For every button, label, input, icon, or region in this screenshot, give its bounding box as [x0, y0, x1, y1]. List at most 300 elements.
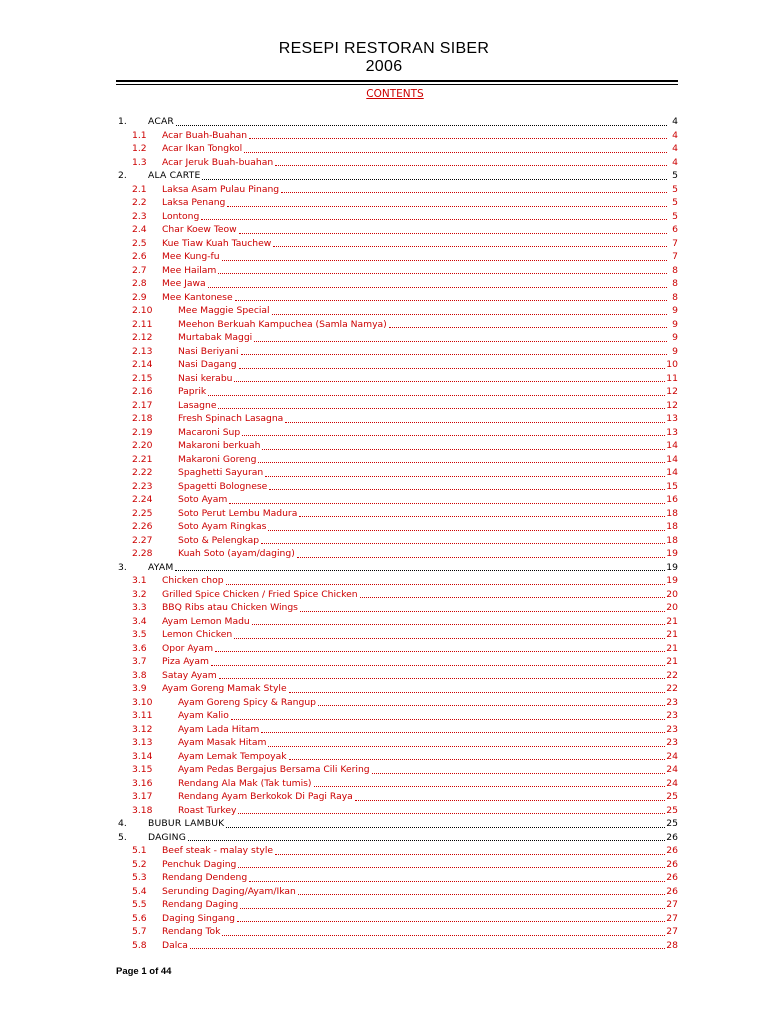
toc-entry-number: 5. — [118, 831, 127, 843]
toc-entry-number: 2.12 — [132, 332, 153, 343]
title-rule-thin — [116, 84, 678, 85]
toc-entry-number: 2.22 — [132, 467, 153, 478]
toc-entry[interactable] — [116, 142, 678, 156]
toc-entry[interactable] — [116, 237, 678, 251]
toc-entry[interactable] — [116, 210, 678, 224]
toc-entry[interactable] — [116, 831, 678, 845]
toc-dot-leader — [275, 854, 665, 855]
title-rule-thick — [116, 80, 678, 82]
toc-entry-number: 2.8 — [132, 278, 147, 289]
toc-entry[interactable] — [116, 925, 678, 939]
toc-dot-leader — [211, 665, 665, 666]
toc-dot-leader — [249, 138, 667, 139]
toc-dot-leader — [222, 260, 667, 261]
toc-entry-number: 3.14 — [132, 750, 153, 762]
toc-entry-page[interactable]: 24 — [666, 764, 678, 775]
table-of-contents — [116, 115, 678, 952]
toc-entry-page[interactable]: 10 — [666, 359, 678, 370]
toc-entry-number: 2.4 — [132, 224, 147, 235]
toc-dot-leader — [360, 597, 666, 598]
toc-entry[interactable] — [116, 534, 678, 548]
toc-entry-number: 3. — [118, 561, 127, 573]
toc-entry-page[interactable]: 4 — [672, 143, 678, 154]
toc-entry-page[interactable]: 8 — [672, 278, 678, 289]
toc-entry[interactable] — [116, 318, 678, 332]
toc-entry-number: 4. — [118, 818, 127, 829]
toc-entry[interactable] — [116, 804, 678, 818]
toc-entry-number: 2.6 — [132, 251, 147, 262]
toc-entry-number: 2.18 — [132, 413, 153, 424]
toc-dot-leader — [237, 921, 665, 922]
toc-entry[interactable] — [116, 358, 678, 372]
toc-entry[interactable] — [116, 723, 678, 737]
toc-entry-title[interactable]: Spagetti Bolognese — [178, 480, 268, 492]
toc-entry-number: 1.1 — [132, 129, 147, 141]
toc-dot-leader — [190, 948, 665, 949]
toc-entry[interactable] — [116, 264, 678, 278]
toc-entry-title[interactable]: Mee Jawa — [162, 278, 206, 289]
toc-entry-number: 3.2 — [132, 588, 147, 600]
toc-entry-page[interactable]: 23 — [666, 696, 678, 708]
toc-entry[interactable] — [116, 412, 678, 426]
toc-dot-leader — [231, 719, 665, 720]
toc-entry-page[interactable]: 8 — [672, 291, 678, 303]
toc-entry-page[interactable]: 23 — [666, 723, 678, 735]
toc-entry-page[interactable]: 21 — [666, 615, 678, 627]
toc-entry-page[interactable]: 9 — [672, 305, 678, 316]
toc-dot-leader — [219, 678, 666, 679]
toc-entry-number: 2.14 — [132, 359, 153, 370]
toc-entry-number: 5.8 — [132, 939, 147, 951]
toc-entry-title[interactable]: Paprik — [178, 386, 207, 397]
toc-entry-number: 2.7 — [132, 264, 147, 276]
toc-dot-leader — [285, 422, 665, 423]
toc-entry-title[interactable]: Nasi Beriyani — [178, 345, 239, 357]
toc-dot-leader — [226, 584, 666, 585]
toc-entry-number: 2.28 — [132, 548, 153, 559]
toc-entry-title[interactable]: Laksa Penang — [162, 197, 226, 208]
toc-entry-page[interactable]: 18 — [666, 534, 678, 546]
toc-entry-page[interactable]: 19 — [666, 561, 678, 573]
toc-entry-page[interactable]: 5 — [672, 183, 678, 195]
toc-entry-page[interactable]: 12 — [666, 399, 678, 411]
toc-dot-leader — [234, 638, 665, 639]
toc-dot-leader — [258, 462, 665, 463]
toc-dot-leader — [275, 165, 667, 166]
toc-entry-page[interactable]: 24 — [666, 777, 678, 789]
toc-entry-page[interactable]: 20 — [666, 602, 678, 613]
toc-entry-page[interactable]: 22 — [666, 683, 678, 694]
toc-dot-leader — [261, 543, 665, 544]
toc-entry-title[interactable]: Satay Ayam — [162, 669, 217, 681]
toc-entry[interactable] — [116, 156, 678, 170]
toc-entry[interactable] — [116, 115, 678, 129]
toc-entry-title[interactable]: AYAM — [148, 561, 174, 573]
toc-entry[interactable] — [116, 898, 678, 912]
toc-entry[interactable] — [116, 493, 678, 507]
toc-entry-number: 2.24 — [132, 494, 153, 505]
toc-entry-number: 3.7 — [132, 656, 147, 667]
toc-entry-page[interactable]: 26 — [666, 872, 678, 883]
toc-entry[interactable] — [116, 547, 678, 561]
toc-entry[interactable] — [116, 372, 678, 386]
toc-entry-title[interactable]: Ayam Masak Hitam — [178, 737, 267, 748]
toc-entry-page[interactable]: 4 — [672, 129, 678, 141]
toc-dot-leader — [208, 287, 667, 288]
toc-entry-page[interactable]: 27 — [666, 926, 678, 937]
toc-entry[interactable] — [116, 885, 678, 899]
toc-entry-title[interactable]: ALA CARTE — [148, 170, 201, 181]
toc-dot-leader — [202, 179, 667, 180]
toc-entry[interactable] — [116, 520, 678, 534]
toc-entry-number: 2.19 — [132, 426, 153, 438]
toc-entry-page[interactable]: 26 — [666, 858, 678, 870]
toc-entry-page[interactable]: 27 — [666, 912, 678, 924]
toc-entry-title[interactable]: Ayam Lemon Madu — [162, 615, 250, 627]
toc-entry-page[interactable]: 6 — [672, 224, 678, 235]
toc-entry-number: 2.11 — [132, 318, 153, 330]
toc-entry-title[interactable]: Acar Buah-Buahan — [162, 129, 248, 141]
toc-entry-number: 5.1 — [132, 845, 147, 856]
toc-entry-page[interactable]: 21 — [666, 642, 678, 654]
toc-entry-title[interactable]: Soto Ayam Ringkas — [178, 521, 267, 532]
toc-dot-leader — [227, 206, 667, 207]
toc-dot-leader — [241, 354, 668, 355]
toc-entry[interactable] — [116, 696, 678, 710]
toc-dot-leader — [318, 705, 665, 706]
toc-entry-page[interactable]: 12 — [666, 386, 678, 397]
toc-entry-title[interactable]: Spaghetti Sayuran — [178, 467, 264, 478]
toc-entry-page[interactable]: 15 — [666, 480, 678, 492]
toc-entry[interactable] — [116, 466, 678, 480]
toc-dot-leader — [240, 908, 665, 909]
toc-entry-number: 2.1 — [132, 183, 147, 195]
toc-entry-title[interactable]: Ayam Goreng Mamak Style — [162, 683, 287, 694]
toc-entry-page[interactable]: 16 — [666, 494, 678, 505]
toc-dot-leader — [235, 300, 667, 301]
toc-entry-title[interactable]: Lemon Chicken — [162, 629, 233, 640]
toc-entry-number: 3.5 — [132, 629, 147, 640]
toc-dot-leader — [242, 435, 665, 436]
toc-entry-page[interactable]: 5 — [672, 197, 678, 208]
toc-entry[interactable] — [116, 507, 678, 521]
toc-entry-title[interactable]: Lontong — [162, 210, 200, 222]
toc-entry[interactable] — [116, 939, 678, 953]
toc-entry[interactable] — [116, 250, 678, 264]
toc-entry-title[interactable]: Soto & Pelengkap — [178, 534, 260, 546]
toc-entry-number: 2.20 — [132, 440, 153, 451]
toc-entry[interactable] — [116, 561, 678, 575]
toc-dot-leader — [268, 530, 665, 531]
toc-entry[interactable] — [116, 858, 678, 872]
toc-entry-title[interactable]: Rendang Ayam Berkokok Di Pagi Raya — [178, 791, 353, 802]
toc-entry-title[interactable]: Lasagne — [178, 399, 217, 411]
toc-entry-page[interactable]: 4 — [672, 156, 678, 168]
toc-entry-number: 2.10 — [132, 305, 153, 316]
toc-entry-page[interactable]: 14 — [666, 440, 678, 451]
toc-dot-leader — [229, 503, 665, 504]
toc-entry-page[interactable]: 23 — [666, 710, 678, 721]
toc-entry-title[interactable]: Makaroni Goreng — [178, 453, 257, 465]
toc-entry-page[interactable]: 20 — [666, 588, 678, 600]
toc-entry-title[interactable]: Rendang Tok — [162, 926, 221, 937]
toc-entry-number: 2. — [118, 170, 127, 181]
toc-entry-title[interactable]: Beef steak - malay style — [162, 845, 274, 856]
toc-entry-title[interactable]: BUBUR LAMBUK — [148, 818, 225, 829]
toc-entry[interactable] — [116, 399, 678, 413]
toc-dot-leader — [300, 611, 665, 612]
toc-entry-page[interactable]: 9 — [672, 318, 678, 330]
toc-entry-title[interactable]: Grilled Spice Chicken / Fried Spice Chicken — [162, 588, 358, 600]
toc-dot-leader — [314, 786, 666, 787]
toc-entry[interactable] — [116, 655, 678, 669]
toc-entry-page[interactable]: 18 — [666, 521, 678, 532]
toc-entry-title[interactable]: Rendang Dendeng — [162, 872, 248, 883]
toc-entry-page[interactable]: 22 — [666, 669, 678, 681]
toc-dot-leader — [355, 800, 666, 801]
toc-dot-leader — [244, 152, 667, 153]
toc-entry-page[interactable]: 28 — [666, 939, 678, 951]
toc-entry-page[interactable]: 7 — [672, 237, 678, 249]
toc-entry[interactable] — [116, 223, 678, 237]
toc-entry[interactable] — [116, 439, 678, 453]
toc-entry[interactable] — [116, 169, 678, 183]
toc-entry-title[interactable]: Nasi Dagang — [178, 359, 237, 370]
toc-entry-number: 3.9 — [132, 683, 147, 694]
toc-entry-number: 2.25 — [132, 507, 153, 519]
toc-entry-title[interactable]: Daging Singang — [162, 912, 235, 924]
toc-entry-title[interactable]: Meehon Berkuah Kampuchea (Samla Namya) — [178, 318, 387, 330]
toc-entry-title[interactable]: Soto Ayam — [178, 494, 228, 505]
toc-entry[interactable] — [116, 669, 678, 683]
toc-entry-title[interactable]: Fresh Spinach Lasagna — [178, 413, 284, 424]
toc-entry-page[interactable]: 14 — [666, 453, 678, 465]
toc-entry[interactable] — [116, 682, 678, 696]
toc-entry[interactable] — [116, 777, 678, 791]
toc-entry-number: 2.2 — [132, 197, 147, 208]
toc-entry[interactable] — [116, 304, 678, 318]
toc-dot-leader — [249, 881, 665, 882]
toc-dot-leader — [389, 327, 667, 328]
toc-entry-number: 1.2 — [132, 143, 147, 154]
toc-entry-title[interactable]: Kuah Soto (ayam/daging) — [178, 548, 295, 559]
toc-entry[interactable] — [116, 385, 678, 399]
toc-entry-title[interactable]: BBQ Ribs atau Chicken Wings — [162, 602, 298, 613]
toc-entry-number: 3.16 — [132, 777, 153, 789]
toc-dot-leader — [281, 192, 667, 193]
toc-entry-page[interactable]: 26 — [666, 831, 678, 843]
page-number-footer: Page 1 of 44 — [116, 966, 172, 977]
toc-entry-page[interactable]: 27 — [666, 899, 678, 910]
toc-dot-leader — [269, 489, 665, 490]
toc-entry-number: 3.3 — [132, 602, 147, 613]
toc-entry-title[interactable]: Char Koew Teow — [162, 224, 237, 235]
toc-entry-title[interactable]: Macaroni Sup — [178, 426, 241, 438]
toc-dot-leader — [273, 246, 667, 247]
toc-entry-number: 2.5 — [132, 237, 147, 249]
toc-entry-page[interactable]: 23 — [666, 737, 678, 748]
toc-entry[interactable] — [116, 736, 678, 750]
toc-entry-page[interactable]: 7 — [672, 251, 678, 262]
toc-entry-title[interactable]: Mee Kantonese — [162, 291, 233, 303]
toc-entry-title[interactable]: Nasi kerabu — [178, 372, 233, 384]
toc-entry-page[interactable]: 19 — [666, 575, 678, 586]
toc-dot-leader — [262, 449, 665, 450]
toc-dot-leader — [254, 341, 667, 342]
toc-entry-title[interactable]: Kue Tiaw Kuah Tauchew — [162, 237, 272, 249]
toc-entry-number: 2.16 — [132, 386, 153, 397]
toc-dot-leader — [208, 395, 665, 396]
toc-entry-title[interactable]: Serunding Daging/Ayam/Ikan — [162, 885, 296, 897]
toc-entry[interactable] — [116, 196, 678, 210]
toc-dot-leader — [265, 476, 665, 477]
toc-entry-page[interactable]: 14 — [666, 467, 678, 478]
toc-entry-number: 3.6 — [132, 642, 147, 654]
toc-entry-page[interactable]: 25 — [666, 818, 678, 829]
toc-dot-leader — [218, 273, 667, 274]
toc-entry-page[interactable]: 24 — [666, 750, 678, 762]
toc-entry-title[interactable]: Ayam Goreng Spicy & Rangup — [178, 696, 316, 708]
toc-entry[interactable] — [116, 574, 678, 588]
toc-entry-number: 2.3 — [132, 210, 147, 222]
toc-entry-page[interactable]: 18 — [666, 507, 678, 519]
toc-entry[interactable] — [116, 912, 678, 926]
toc-dot-leader — [272, 314, 667, 315]
toc-entry-number: 5.4 — [132, 885, 147, 897]
toc-dot-leader — [252, 624, 666, 625]
toc-entry-page[interactable]: 4 — [672, 116, 678, 127]
toc-entry-number: 2.15 — [132, 372, 153, 384]
toc-entry-number: 3.18 — [132, 804, 153, 816]
toc-entry-page[interactable]: 13 — [666, 413, 678, 424]
toc-entry[interactable] — [116, 291, 678, 305]
toc-entry-number: 2.17 — [132, 399, 153, 411]
toc-entry[interactable] — [116, 129, 678, 143]
toc-entry-number: 3.1 — [132, 575, 147, 586]
toc-entry-title[interactable]: Mee Hailam — [162, 264, 217, 276]
toc-entry-title[interactable]: Rendang Daging — [162, 899, 239, 910]
toc-entry-number: 3.13 — [132, 737, 153, 748]
toc-entry-number: 5.7 — [132, 926, 147, 937]
toc-entry[interactable] — [116, 628, 678, 642]
toc-entry[interactable] — [116, 453, 678, 467]
toc-entry-page[interactable]: 9 — [672, 345, 678, 357]
toc-entry-title[interactable]: Dalca — [162, 939, 188, 951]
toc-entry-page[interactable]: 8 — [672, 264, 678, 276]
toc-entry-title[interactable]: Ayam Lada Hitam — [178, 723, 260, 735]
toc-entry-title[interactable]: DAGING — [148, 831, 187, 843]
toc-entry-number: 3.11 — [132, 710, 153, 721]
toc-entry-number: 5.3 — [132, 872, 147, 883]
toc-dot-leader — [175, 570, 665, 571]
toc-entry-title[interactable]: Acar Jeruk Buah-buahan — [162, 156, 274, 168]
toc-entry-number: 2.13 — [132, 345, 153, 357]
toc-entry[interactable] — [116, 588, 678, 602]
toc-entry-title[interactable]: Rendang Ala Mak (Tak tumis) — [178, 777, 312, 789]
toc-entry-title[interactable]: Murtabak Maggi — [178, 332, 253, 343]
toc-entry-page[interactable]: 25 — [666, 791, 678, 802]
toc-dot-leader — [239, 368, 666, 369]
toc-entry[interactable] — [116, 750, 678, 764]
toc-entry-number: 3.4 — [132, 615, 147, 627]
toc-entry-number: 2.27 — [132, 534, 153, 546]
toc-entry-title[interactable]: Piza Ayam — [162, 656, 209, 667]
toc-entry[interactable] — [116, 790, 678, 804]
toc-dot-leader — [201, 219, 667, 220]
document-year: 2006 — [365, 58, 403, 75]
contents-heading[interactable]: CONTENTS — [366, 88, 424, 100]
toc-entry-title[interactable]: Ayam Kalio — [178, 710, 229, 721]
toc-dot-leader — [261, 732, 665, 733]
toc-entry[interactable] — [116, 615, 678, 629]
toc-entry[interactable] — [116, 817, 678, 831]
toc-dot-leader — [299, 516, 665, 517]
toc-dot-leader — [268, 746, 665, 747]
toc-entry-title[interactable]: Acar Ikan Tongkol — [162, 143, 243, 154]
toc-entry[interactable] — [116, 183, 678, 197]
toc-dot-leader — [297, 557, 666, 558]
toc-entry-number: 3.8 — [132, 669, 147, 681]
toc-entry-title[interactable]: Penchuk Daging — [162, 858, 237, 870]
toc-dot-leader — [218, 408, 665, 409]
toc-entry[interactable] — [116, 345, 678, 359]
toc-entry-title[interactable]: Makaroni berkuah — [178, 440, 261, 451]
toc-entry[interactable] — [116, 844, 678, 858]
toc-entry-page[interactable]: 25 — [666, 804, 678, 816]
toc-dot-leader — [239, 233, 667, 234]
toc-entry[interactable] — [116, 277, 678, 291]
toc-entry[interactable] — [116, 709, 678, 723]
toc-entry-title[interactable]: Roast Turkey — [178, 804, 237, 816]
toc-entry-title[interactable]: Chicken chop — [162, 575, 224, 586]
toc-entry-title[interactable]: ACAR — [148, 116, 175, 127]
toc-entry-page[interactable]: 5 — [672, 210, 678, 222]
toc-dot-leader — [238, 867, 665, 868]
toc-entry-page[interactable]: 21 — [666, 629, 678, 640]
toc-dot-leader — [289, 759, 666, 760]
toc-entry-number: 5.2 — [132, 858, 147, 870]
toc-entry-number: 2.23 — [132, 480, 153, 492]
toc-entry-number: 3.15 — [132, 764, 153, 775]
toc-entry-page[interactable]: 13 — [666, 426, 678, 438]
toc-entry[interactable] — [116, 763, 678, 777]
toc-entry-title[interactable]: Opor Ayam — [162, 642, 214, 654]
toc-entry-page[interactable]: 11 — [666, 372, 678, 384]
toc-entry-page[interactable]: 19 — [666, 548, 678, 559]
toc-entry[interactable] — [116, 871, 678, 885]
toc-entry-page[interactable]: 26 — [666, 885, 678, 897]
toc-entry-title[interactable]: Mee Kung-fu — [162, 251, 220, 262]
toc-entry-title[interactable]: Mee Maggie Special — [178, 305, 270, 316]
toc-entry-number: 2.21 — [132, 453, 153, 465]
toc-dot-leader — [234, 381, 665, 382]
toc-entry-title[interactable]: Ayam Lemak Tempoyak — [178, 750, 287, 762]
toc-entry-page[interactable]: 26 — [666, 845, 678, 856]
toc-entry-title[interactable]: Soto Perut Lembu Madura — [178, 507, 298, 519]
toc-entry-number: 2.26 — [132, 521, 153, 532]
toc-entry-title[interactable]: Ayam Pedas Bergajus Bersama Cili Kering — [178, 764, 370, 775]
toc-entry[interactable] — [116, 642, 678, 656]
toc-entry-title[interactable]: Laksa Asam Pulau Pinang — [162, 183, 280, 195]
toc-entry[interactable] — [116, 331, 678, 345]
toc-entry-page[interactable]: 9 — [672, 332, 678, 343]
toc-entry-page[interactable]: 21 — [666, 656, 678, 667]
toc-entry-number: 3.12 — [132, 723, 153, 735]
toc-entry[interactable] — [116, 601, 678, 615]
toc-entry[interactable] — [116, 426, 678, 440]
toc-entry[interactable] — [116, 480, 678, 494]
toc-entry-page[interactable]: 5 — [672, 170, 678, 181]
